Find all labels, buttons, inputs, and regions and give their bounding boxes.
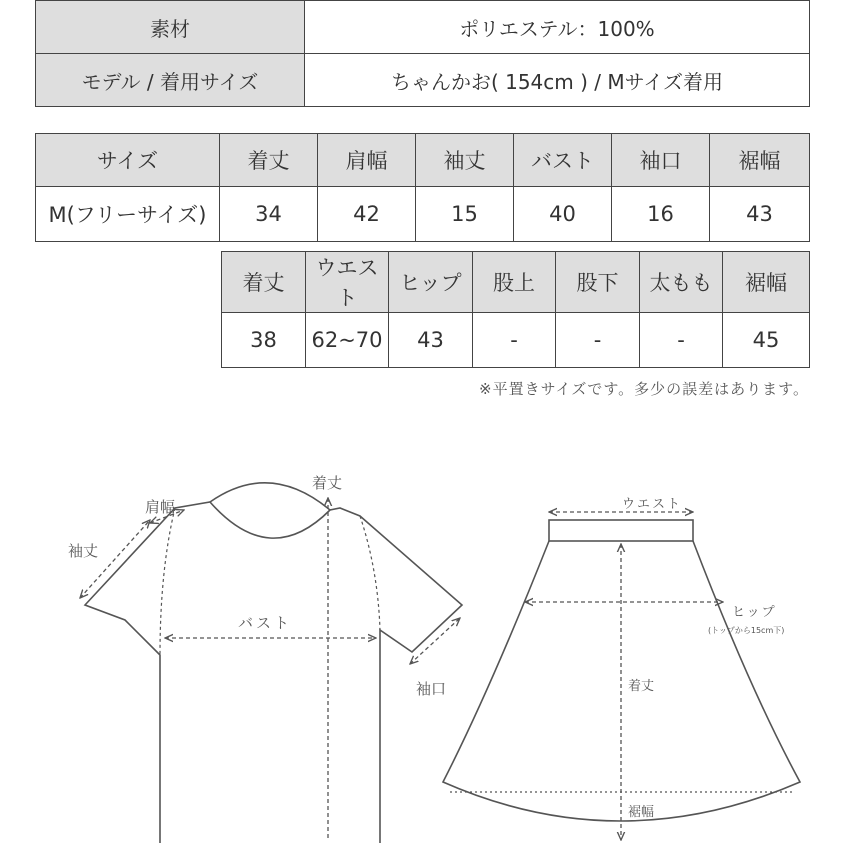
- skirt-waist-cell: 62~70: [306, 313, 389, 368]
- material-model-table: [35, 0, 810, 107]
- model-row: [36, 54, 810, 107]
- tops-header-row: [36, 134, 810, 187]
- tops-length-cell: 34: [220, 187, 318, 242]
- material-label: 素材: [36, 1, 305, 54]
- skirt-hip-cell: 43: [389, 313, 473, 368]
- tops-sleeve-cell: 15: [416, 187, 514, 242]
- length-label: 着丈: [312, 474, 343, 492]
- tshirt-left-armhole: [160, 508, 175, 655]
- skirt-rise-cell: -: [473, 313, 556, 368]
- tops-header-bust: バスト: [514, 134, 612, 187]
- skirt-size-table: [221, 251, 810, 368]
- material-value: ポリエステル：100%: [305, 1, 810, 54]
- skirt-measure-lines: [450, 512, 793, 840]
- skirt-header-row: [222, 252, 810, 313]
- measurement-note: ※平置きサイズです。多少の誤差はあります。: [479, 380, 809, 398]
- tshirt-right-armhole: [360, 516, 380, 630]
- tops-size-cell: M(フリーサイズ): [36, 187, 220, 242]
- skirt-header-waist: ウエスト: [306, 252, 389, 313]
- hip-note-label: (トップから15cm下): [708, 626, 785, 635]
- skirt-header-inseam: 股下: [556, 252, 640, 313]
- tshirt-outline: [85, 502, 462, 843]
- hip-label: ヒップ: [732, 605, 777, 620]
- measurement-diagram: [0, 420, 843, 843]
- hem-label: 裾幅: [628, 805, 655, 820]
- waist-label: ウエスト: [622, 497, 683, 512]
- skirt-hem-cell: 45: [723, 313, 810, 368]
- tops-value-row: [36, 187, 810, 242]
- skirt-thigh-cell: -: [640, 313, 723, 368]
- tops-header-sleeve: 袖丈: [416, 134, 514, 187]
- model-label: モデル / 着用サイズ: [36, 54, 305, 107]
- tops-size-table: [35, 133, 810, 242]
- sleeve-length-label: 袖丈: [68, 542, 99, 560]
- cuff-line: [410, 618, 460, 664]
- cuff-label: 袖口: [416, 680, 447, 698]
- tops-cuff-cell: 16: [612, 187, 710, 242]
- tops-header-hem: 裾幅: [710, 134, 810, 187]
- skirt-length-label: 着丈: [628, 679, 655, 694]
- tops-header-length: 着丈: [220, 134, 318, 187]
- shoulder-label: 肩幅: [145, 498, 176, 516]
- bust-label: バスト: [238, 614, 293, 632]
- skirt-length-cell: 38: [222, 313, 306, 368]
- model-value: ちゃんかお( 154cm ) / Mサイズ着用: [305, 54, 810, 107]
- skirt-header-length: 着丈: [222, 252, 306, 313]
- tops-shoulder-cell: 42: [318, 187, 416, 242]
- tshirt-drawing: [85, 483, 462, 843]
- skirt-header-rise: 股上: [473, 252, 556, 313]
- skirt-header-hem: 裾幅: [723, 252, 810, 313]
- tops-hem-cell: 43: [710, 187, 810, 242]
- skirt-header-thigh: 太もも: [640, 252, 723, 313]
- material-row: [36, 1, 810, 54]
- tops-bust-cell: 40: [514, 187, 612, 242]
- skirt-inseam-cell: -: [556, 313, 640, 368]
- tops-header-size: サイズ: [36, 134, 220, 187]
- skirt-header-hip: ヒップ: [389, 252, 473, 313]
- tops-header-cuff: 袖口: [612, 134, 710, 187]
- tops-header-shoulder: 肩幅: [318, 134, 416, 187]
- skirt-value-row: [222, 313, 810, 368]
- skirt-waistband: [549, 520, 693, 541]
